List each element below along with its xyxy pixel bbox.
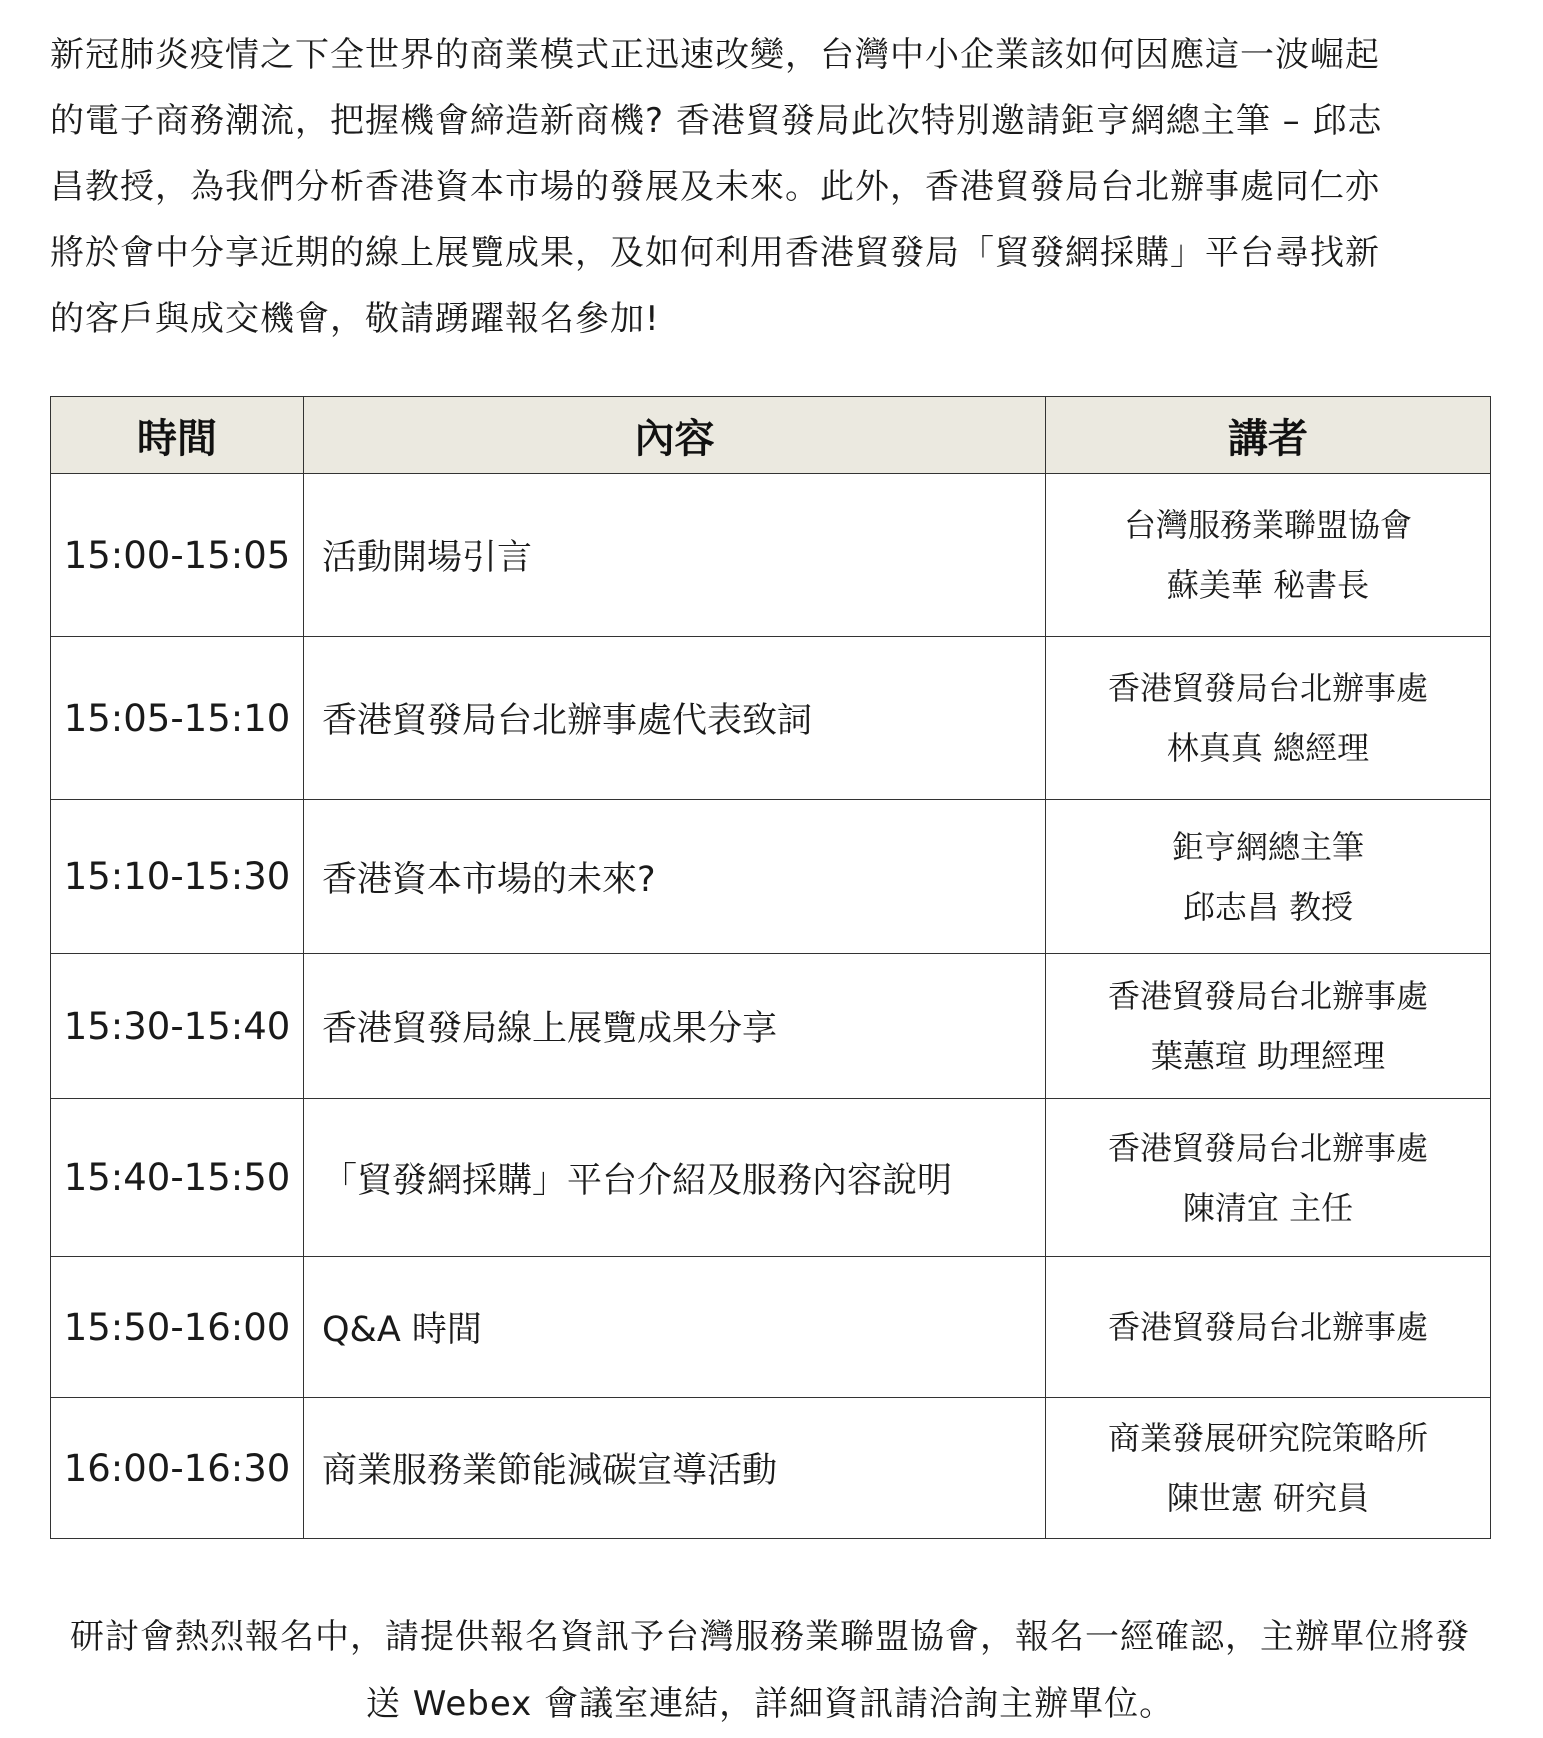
- row-speaker: [1046, 1099, 1491, 1257]
- row-time: 15:30-15:40: [51, 954, 304, 1099]
- agenda-row: [51, 637, 1491, 800]
- row-speaker: [1046, 954, 1491, 1099]
- row-time: 15:10-15:30: [51, 800, 304, 954]
- intro-line-3: 昌教授，為我們分析香港資本市場的發展及未來。此外，香港貿發局台北辦事處同仁亦: [50, 167, 1380, 207]
- row-content: 商業服務業節能減碳宣導活動: [304, 1398, 1046, 1539]
- footer-line-1: 研討會熱烈報名中，請提供報名資訊予台灣服務業聯盟協會，報名一經確認，主辦單位將發: [70, 1617, 1470, 1657]
- row-content: 香港貿發局台北辦事處代表致詞: [304, 637, 1046, 800]
- agenda-row: [51, 1257, 1491, 1398]
- row-speaker: [1046, 474, 1491, 637]
- row-time: 15:00-15:05: [51, 474, 304, 637]
- row-speaker: [1046, 1257, 1491, 1398]
- intro-line-5: 的客戶與成交機會，敬請踴躍報名參加!: [50, 299, 660, 339]
- speaker-name-title: 邱志昌 教授: [1182, 887, 1354, 926]
- agenda-header-row: [51, 397, 1491, 474]
- row-content: 香港貿發局線上展覽成果分享: [304, 954, 1046, 1099]
- intro-line-1: 新冠肺炎疫情之下全世界的商業模式正迅速改變，台灣中小企業該如何因應這一波崛起: [50, 35, 1380, 75]
- speaker-name-title: 陳清宜 主任: [1182, 1188, 1354, 1227]
- speaker-name-title: 林真真 總經理: [1166, 729, 1370, 767]
- intro-paragraph: [50, 22, 1490, 352]
- row-time: 15:05-15:10: [51, 637, 304, 800]
- speaker-org: 香港貿發局台北辦事處: [1107, 1128, 1428, 1167]
- row-content: Q&A 時間: [304, 1257, 1046, 1398]
- agenda-row: [51, 474, 1491, 637]
- document-page: [50, 22, 1490, 1724]
- agenda-row: [51, 954, 1491, 1099]
- agenda-row: [51, 1398, 1491, 1539]
- speaker-org: 商業發展研究院策略所: [1107, 1419, 1428, 1457]
- speaker-org: 鉅亨網總主筆: [1171, 827, 1364, 866]
- row-speaker: [1046, 637, 1491, 800]
- speaker-org: 香港貿發局台北辦事處: [1107, 669, 1428, 707]
- agenda-table: [50, 396, 1491, 1539]
- agenda-row: [51, 1099, 1491, 1257]
- row-time: 15:40-15:50: [51, 1099, 304, 1257]
- speaker-org: 香港貿發局台北辦事處: [1107, 977, 1428, 1015]
- row-content: 香港資本市場的未來?: [304, 800, 1046, 954]
- intro-line-4: 將於會中分享近期的線上展覽成果，及如何利用香港貿發局「貿發網採購」平台尋找新: [50, 233, 1380, 273]
- row-time: 16:00-16:30: [51, 1398, 304, 1539]
- speaker-name-title: 陳世憲 研究員: [1166, 1479, 1370, 1517]
- header-speaker: 講者: [1046, 397, 1491, 474]
- agenda-row: [51, 800, 1491, 954]
- speaker-name-title: 蘇美華 秘書長: [1166, 566, 1370, 604]
- row-speaker: [1046, 1398, 1491, 1539]
- speaker-org: 香港貿發局台北辦事處: [1107, 1308, 1428, 1346]
- speaker-org: 台灣服務業聯盟協會: [1123, 506, 1412, 544]
- header-content: 內容: [304, 397, 1046, 474]
- row-content: 活動開場引言: [304, 474, 1046, 637]
- header-time: 時間: [51, 397, 304, 474]
- intro-line-2: 的電子商務潮流，把握機會締造新商機? 香港貿發局此次特別邀請鉅亨網總主筆 – 邱志: [50, 101, 1383, 141]
- speaker-name-title: 葉蕙瑄 助理經理: [1150, 1037, 1386, 1075]
- row-time: 15:50-16:00: [51, 1257, 304, 1398]
- footer-paragraph: [50, 1604, 1490, 1738]
- footer-line-2: 送 Webex 會議室連結，詳細資訊請洽詢主辦單位。: [365, 1684, 1175, 1724]
- row-content: 「貿發網採購」平台介紹及服務內容說明: [304, 1099, 1046, 1257]
- row-speaker: [1046, 800, 1491, 954]
